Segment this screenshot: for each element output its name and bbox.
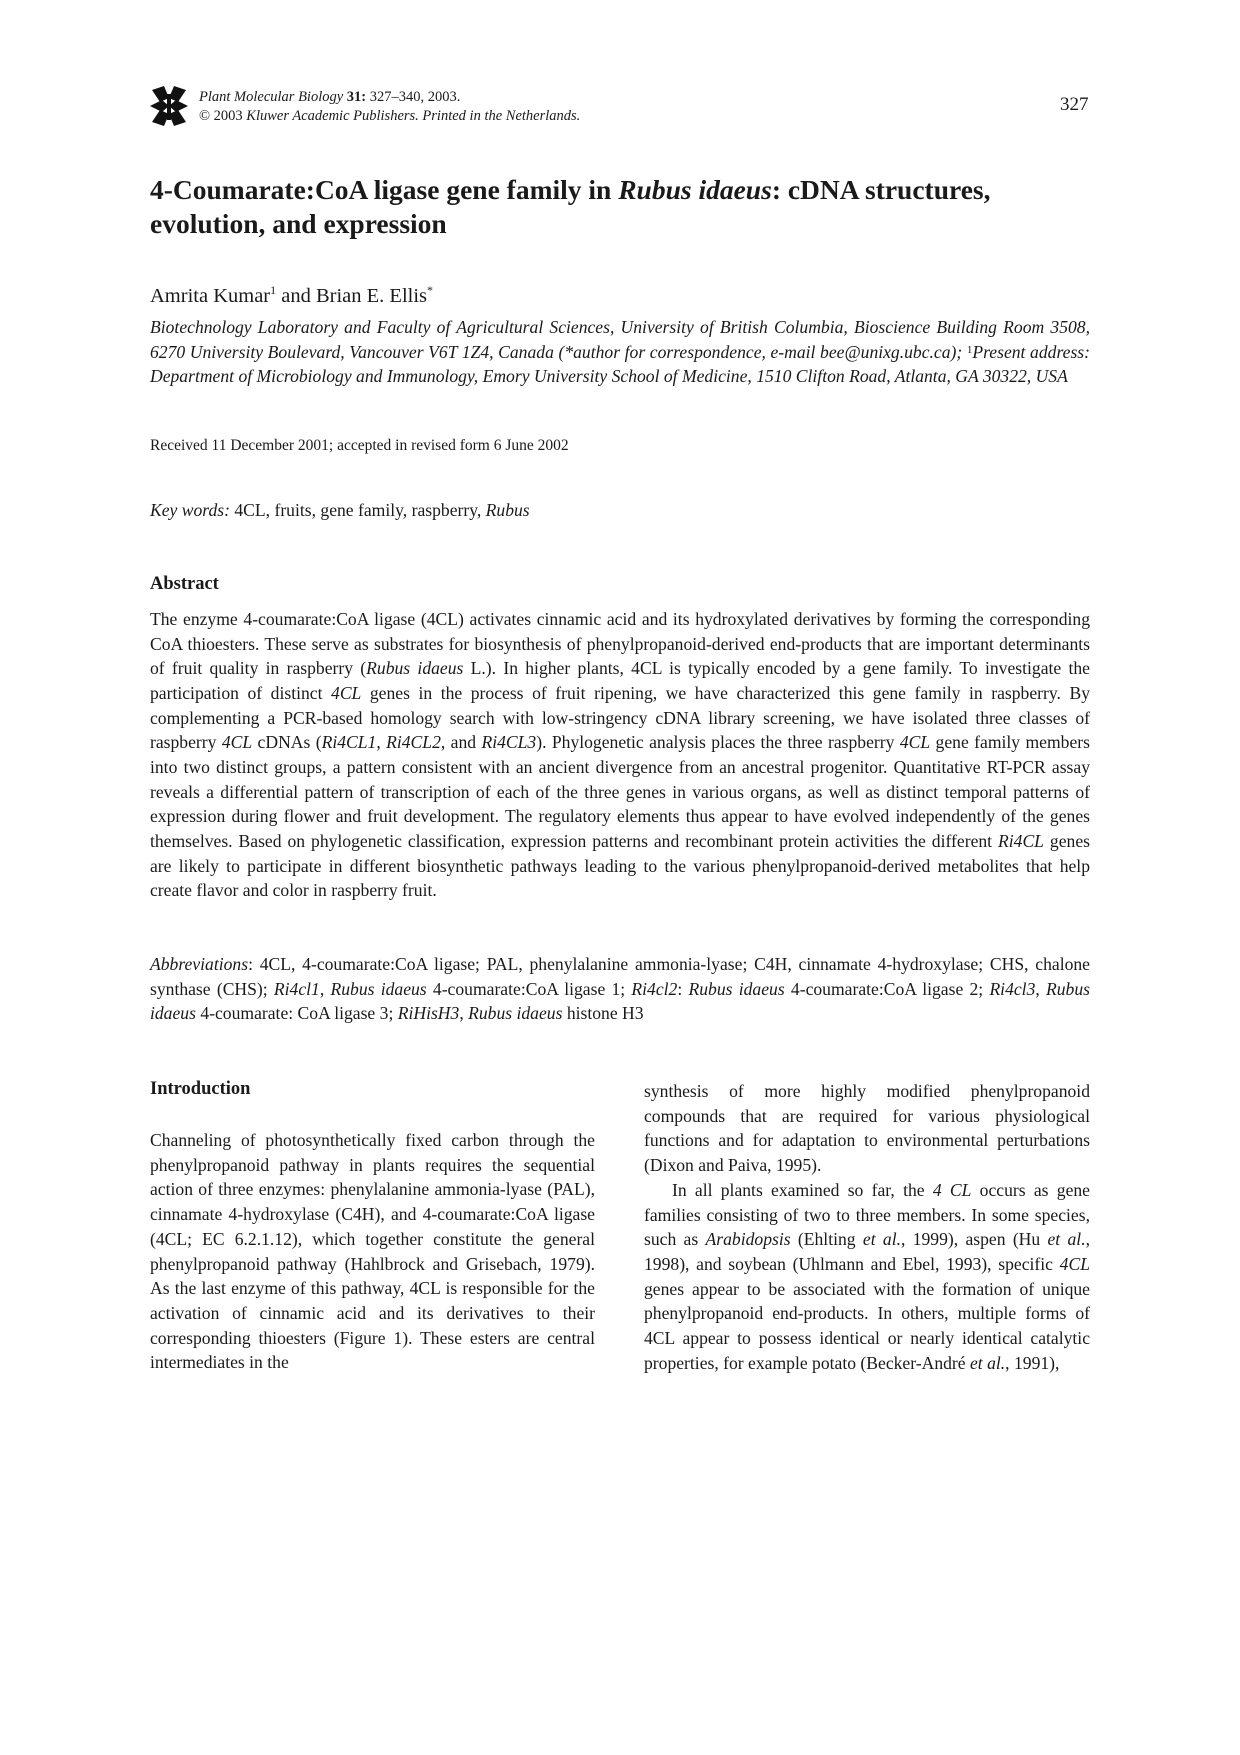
introduction-heading: Introduction xyxy=(150,1079,251,1099)
kluwer-logo-icon xyxy=(150,84,188,128)
journal-citation xyxy=(199,88,580,126)
journal-line-1: Plant Molecular Biology 31: 327–340, 2003. xyxy=(199,89,461,105)
article-title: 4-Coumarate:CoA ligase gene family in Rubus idaeus: cDNA structures, evolution, and expression xyxy=(150,174,991,239)
introduction-right-column xyxy=(644,1079,1090,1375)
received-dates: Received 11 December 2001; accepted in revised form 6 June 2002 xyxy=(150,437,569,454)
abstract-text: The enzyme 4-coumarate:CoA ligase (4CL) activates cinnamic acid and its hydroxylated derivatives by forming the corresponding CoA thioesters. These serve as substrates for biosynthesis of phenylpropanoid-derived end-products that are important determinants of fruit quality in raspberry (Rubus idaeus L.). In higher plants, 4CL is typically encoded by a gene family. To investigate the participation of distinct 4CL genes in the process of fruit ripening, we have characterized this gene family in raspberry. By complementing a PCR-based homology search with low-stringency cDNA library screening, we have isolated three classes of raspberry 4CL cDNAs (Ri4CL1, Ri4CL2, and Ri4CL3). Phylogenetic analysis places the three raspberry 4CL gene family members into two distinct groups, a pattern consistent with an ancient divergence from an ancestral progenitor. Quantitative RT-PCR assay reveals a differential pattern of transcription of each of the three genes in various organs, as well as distinct temporal patterns of expression during flower and fruit development. The regulatory elements thus appear to have evolved independently of the genes themselves. Based on phylogenetic classification, expression patterns and recombinant protein activities the different Ri4CL genes are likely to participate in different biosynthetic pathways leading to the various phenylpropanoid-derived metabolites that help create flavor and color in raspberry fruit. xyxy=(150,609,1090,901)
abstract-heading: Abstract xyxy=(150,574,219,594)
page-number: 327 xyxy=(1060,94,1089,115)
intro-paragraph-1-continued: synthesis of more highly modified phenylpropanoid compounds that are required for various physiological functions and for adaptation to environmental perturbations (Dixon and Paiva, 1995). xyxy=(644,1081,1090,1176)
intro-paragraph-1: Channeling of photosynthetically fixed carbon through the phenylpropanoid pathway in plants requires the sequential action of three enzymes: phenylalanine ammonia-lyase (PAL), cinnamate 4-hydroxylase (C4H), and 4-coumarate:CoA ligase (4CL; EC 6.2.1.12), which together constitute the general phenylpropanoid pathway (Hahlbrock and Grisebach, 1979). As the last enzyme of this pathway, 4CL is responsible for the activation of cinnamic acid and its derivatives to their corresponding thioesters (Figure 1). These esters are central intermediates in the xyxy=(150,1130,595,1373)
author-list: Amrita Kumar$^1$ and Brian E. Ellis* xyxy=(150,283,434,307)
abbreviations: Abbreviations: 4CL, 4-coumarate:CoA ligase; PAL, phenylalanine ammonia-lyase; C4H, cinnamate 4-hydroxylase; CHS, chalone synthase (CHS); Ri4cl1, Rubus idaeus 4-coumarate:CoA ligase 1; Ri4cl2: Rubus idaeus 4-coumarate:CoA ligase 2; Ri4cl3, Rubus idaeus 4-coumarate: CoA ligase 3; RiHisH3, Rubus idaeus histone H3 xyxy=(150,954,1090,1024)
author-affiliation: Biotechnology Laboratory and Faculty of Agricultural Sciences, University of British Columbia, Bioscience Building Room 3508, 6270 University Boulevard, Vancouver V6T 1Z4, Canada (*author for correspondence, e-mail bee@unixg.ubc.ca); $^1$Present address: Department of Microbiology and Immunology, Emory University School of Medicine, 1510 Clifton Road, Atlanta, GA 30322, USA xyxy=(150,317,1090,387)
introduction-left-column xyxy=(150,1128,595,1375)
journal-line-2: © 2003 Kluwer Academic Publishers. Printed in the Netherlands. xyxy=(199,108,581,124)
keywords: Key words: 4CL, fruits, gene family, raspberry, Rubus xyxy=(150,500,530,520)
intro-paragraph-2: In all plants examined so far, the 4 CL occurs as gene families consisting of two to three members. In some species, such as Arabidopsis (Ehlting et al., 1999), aspen (Hu et al., 1998), and soybean (Uhlmann and Ebel, 1993), specific 4CL genes appear to be associated with the formation of unique phenylpropanoid end-products. In others, multiple forms of 4CL appear to possess identical or nearly identical catalytic properties, for example potato (Becker-André et al., 1991), xyxy=(644,1179,1090,1373)
